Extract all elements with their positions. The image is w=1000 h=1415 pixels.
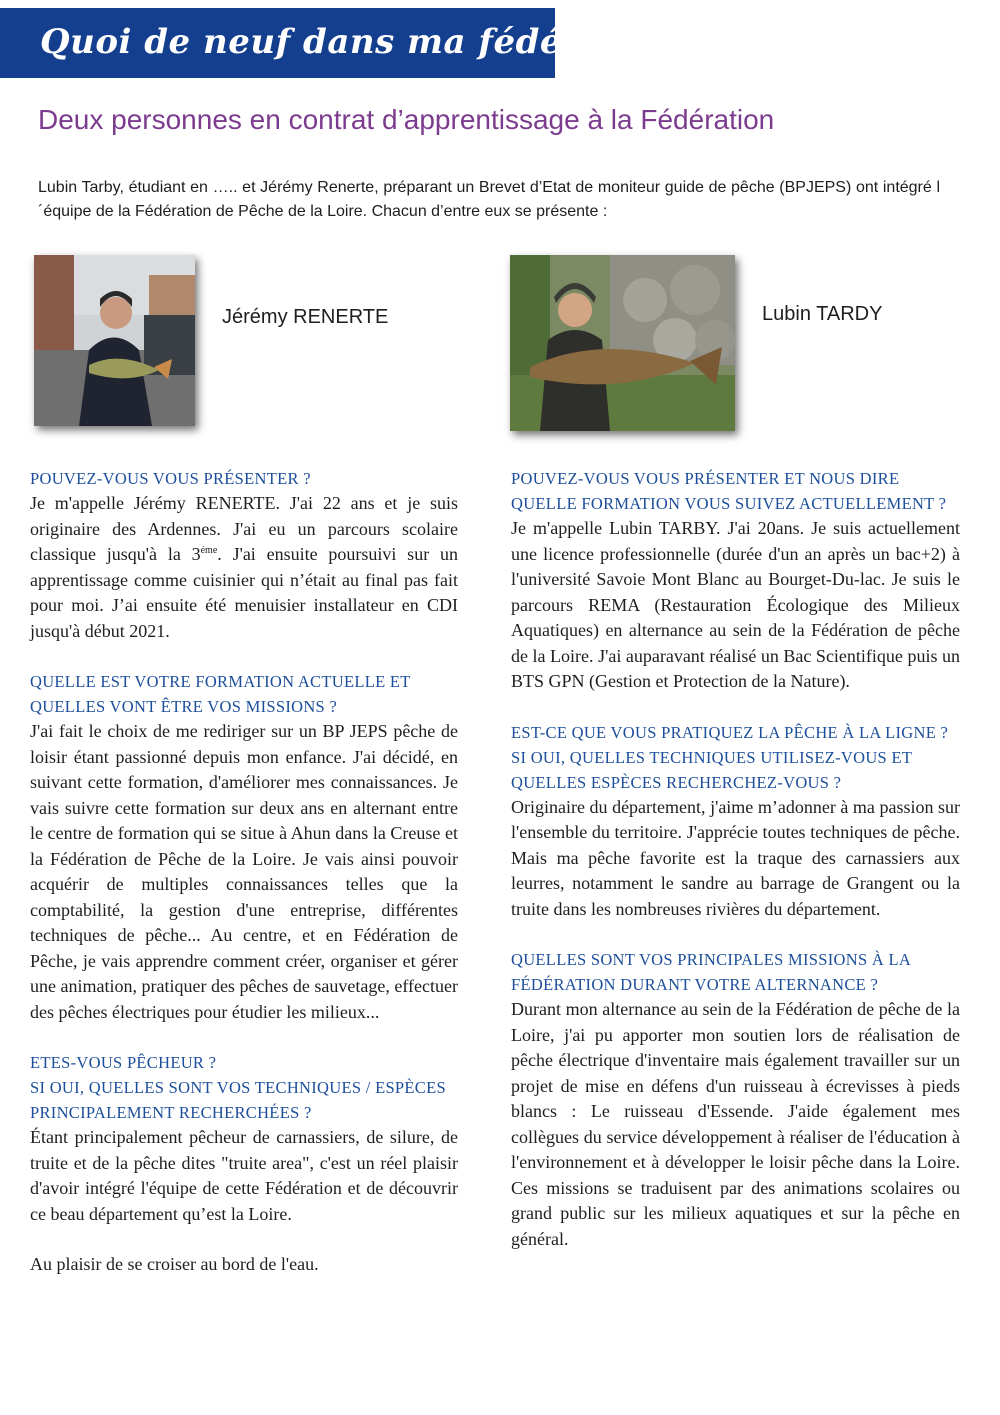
jeremy-answer-2: J'ai fait le choix de me rediriger sur un BP JEPS pêche de loisir étant passionné depuis mon enfance. J'ai décidé, en suivant cette formation, d'améliorer mes connaissances. Je vais suivre cette formation sur deux ans en alternant entre le centre de formation qui se situe à Ahun dans la Creuse et la Fédération de Pêche de la Loire. Je vais ainsi pouvoir acquérir de multiples connaissances telles que la comptabilité, la gestion d'une entreprise, différentes techniques de pêche... Au centre, et en Fédération de Pêche, je vais apprendre comment créer, organiser et gérer une animation, pratiquer des pêches de sauvetage, effectuer des pêches électriques pour étudier les milieux... <box>30 721 458 1022</box>
jeremy-photo <box>34 255 195 426</box>
jeremy-answer-1-text: Je m'appelle Jérémy RENERTE. J'ai 22 ans et je suis originaire des Ardennes. J'ai eu un parcours scolaire classique jusqu'à la 3 <box>30 493 458 564</box>
lubin-question-2a: EST-CE QUE VOUS PRATIQUEZ LA PÊCHE À LA LIGNE ? <box>511 722 949 742</box>
jeremy-answer-1-text-end: . J'ai ensuite poursuivi sur un apprentissage comme cuisinier qui n’était au final pas fait pour moi. J’ai ensuite été menuisier installateur en CDI jusqu'à début 2021. <box>30 544 458 641</box>
lubin-photo <box>510 255 735 431</box>
lubin-question-1: POUVEZ-VOUS VOUS PRÉSENTER ET NOUS DIRE QUELLE FORMATION VOUS SUIVEZ ACTUELLEMENT ? <box>511 469 947 513</box>
intro-paragraph: Lubin Tarby, étudiant en ….. et Jérémy Renerte, préparant un Brevet d’Etat de moniteur guide de pêche (BPJEPS) ont intégré l´équipe de la Fédération de Pêche de la Loire. Chacun d’entre eux se présente : <box>38 179 940 220</box>
ordinal-superscript: éme <box>200 545 218 556</box>
lubin-answer-2: Originaire du département, j'aime m’adonner à ma passion sur l'ensemble du territoire. J'apprécie toutes techniques de pêche. Mais ma pêche favorite est la traque des carnassiers aux leurres, notamment le sandre au barrage de Grangent ou la truite dans les nombreuses rivières du département. <box>511 796 960 919</box>
jeremy-answer-3: Étant principalement pêcheur de carnassiers, de silure, de truite et de la pêche dites "truite area", c'est un réel plaisir d'avoir intégré l'équipe de cette Fédération et de découvrir ce beau département qu’est la Loire. <box>30 1127 458 1224</box>
jeremy-question-3b: SI OUI, QUELLES SONT VOS TECHNIQUES / ESPÈCES PRINCIPALEMENT RECHERCHÉES ? <box>30 1078 446 1122</box>
lubin-answer-1: Je m'appelle Lubin TARBY. J'ai 20ans. Je suis actuellement une licence professionnelle (durée d'un an après un bac+2) à l'université Savoie Mont Blanc au Bourget-Du-lac. Je suis le parcours REMA (Restauration Écologique des Milieux Aquatiques) en alternance au sein de la Fédération de pêche de la Loire. J'ai auparavant réalisé un Bac Scientifique puis un BTS GPN (Gestion et Protection de la Nature). <box>511 518 960 691</box>
jeremy-question-3a: ETES-VOUS PÊCHEUR ? <box>30 1053 217 1072</box>
jeremy-closing: Au plaisir de se croiser au bord de l'eau. <box>30 1254 319 1274</box>
lubin-answer-3: Durant mon alternance au sein de la Fédération de pêche de la Loire, j'ai pu apporter mon soutien lors de réalisation de pêche électrique d'inventaire mais également travailler sur un projet de mise en défens d'un ruisseau à écrevisses à pieds blancs : Le ruisseau d'Essende. J'aide également mes collègues du service développement à réaliser de l'éducation à l'environnement et à développer le loisir pêche dans la Loire. Ces missions se traduisent par des animations scolaires ou grand public sur les milieux aquatiques et sur la pêche en général. <box>511 999 960 1249</box>
section-banner <box>0 8 595 78</box>
jeremy-answer-1 <box>30 491 458 644</box>
lubin-interview <box>511 466 960 1252</box>
lubin-question-3: QUELLES SONT VOS PRINCIPALES MISSIONS À LA FÉDÉRATION DURANT VOTRE ALTERNANCE ? <box>511 950 911 994</box>
jeremy-question-2: QUELLE EST VOTRE FORMATION ACTUELLE ET QUELLES VONT ÊTRE VOS MISSIONS ? <box>30 672 411 716</box>
jeremy-name: Jérémy RENERTE <box>222 306 389 328</box>
lubin-question-2b: SI OUI, QUELLES TECHNIQUES UTILISEZ-VOUS ET QUELLES ESPÈCES RECHERCHEZ-VOUS ? <box>511 747 912 792</box>
jeremy-question-1: POUVEZ-VOUS VOUS PRÉSENTER ? <box>30 469 311 488</box>
banner-title: Quoi de neuf dans ma fédé ? <box>40 22 595 62</box>
jeremy-interview <box>30 466 458 1278</box>
article-title: Deux personnes en contrat d’apprentissage à la Fédération <box>38 104 775 135</box>
lubin-name: Lubin TARDY <box>762 303 883 325</box>
